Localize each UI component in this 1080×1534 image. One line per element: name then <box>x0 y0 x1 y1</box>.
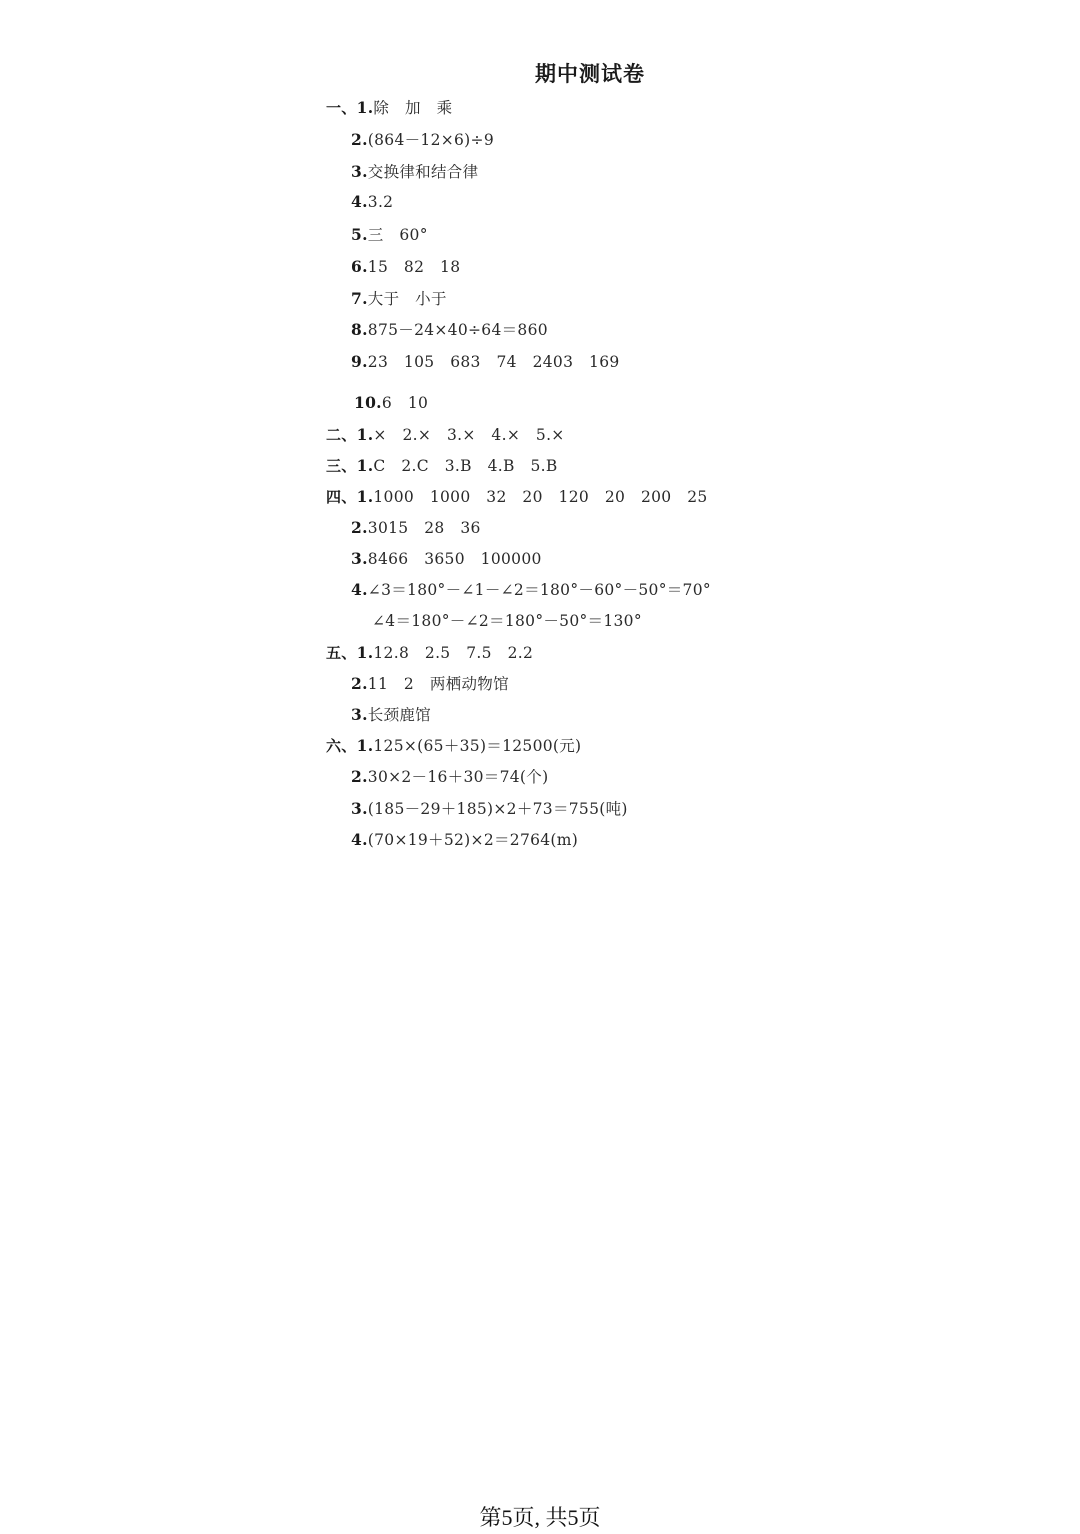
answer-line <box>351 255 460 277</box>
answer-text: 1000 1000 32 20 120 20 200 25 <box>373 488 708 506</box>
answer-text: 8466 3650 100000 <box>367 550 542 568</box>
question-number: 3. <box>351 799 368 818</box>
answer-text: ∠3＝180°－∠1－∠2＝180°－60°－50°＝70° <box>367 581 711 599</box>
section-label: 二、 <box>326 426 357 444</box>
section-label: 四、 <box>326 488 357 506</box>
answer-line <box>351 350 620 372</box>
answer-text: 11 2 两栖动物馆 <box>367 675 509 693</box>
answer-line <box>351 578 711 600</box>
question-number: 9. <box>351 352 368 371</box>
question-number: 10. <box>354 393 382 412</box>
answer-text: 3015 28 36 <box>367 519 481 537</box>
answer-text: 长颈鹿馆 <box>367 706 431 724</box>
answer-line <box>354 391 428 413</box>
section-label: 三、 <box>326 457 357 475</box>
answer-text: 三 60° <box>367 226 428 244</box>
section-label: 一、 <box>326 99 357 117</box>
answer-text: (864－12×6)÷9 <box>367 131 494 149</box>
answer-line <box>351 672 509 694</box>
answer-text: 875－24×40÷64＝860 <box>367 321 548 339</box>
answer-text: 大于 小于 <box>367 290 447 308</box>
question-number: 1. <box>356 643 374 662</box>
answer-line <box>351 160 478 182</box>
question-number: 1. <box>356 425 374 444</box>
question-number: 3. <box>351 162 368 181</box>
answer-text: ∠4＝180°－∠2＝180°－50°＝130° <box>372 612 642 630</box>
question-number: 3. <box>351 705 368 724</box>
answer-line <box>326 485 708 507</box>
answer-line <box>351 765 548 787</box>
answer-text: 除 加 乘 <box>373 99 453 117</box>
answer-line <box>372 609 642 631</box>
answer-line <box>351 223 428 245</box>
answer-line <box>351 516 481 538</box>
answer-line <box>326 423 565 445</box>
answer-text: 3.2 <box>367 193 394 211</box>
question-number: 2. <box>351 130 368 149</box>
question-number: 1. <box>356 487 374 506</box>
page-title: 期中测试卷 <box>535 62 645 86</box>
question-number: 7. <box>351 289 368 308</box>
question-number: 1. <box>356 736 374 755</box>
answer-line <box>326 734 581 756</box>
question-number: 5. <box>351 225 368 244</box>
answer-text: C 2.C 3.B 4.B 5.B <box>373 457 558 475</box>
answer-line <box>351 797 628 819</box>
page-footer: 第5页, 共5页 <box>479 1505 601 1530</box>
answer-line <box>351 828 578 850</box>
question-number: 4. <box>351 830 368 849</box>
answer-line <box>351 128 494 150</box>
question-number: 3. <box>351 549 368 568</box>
answer-text: 30×2－16＋30＝74(个) <box>367 768 549 786</box>
section-label: 五、 <box>326 644 357 662</box>
question-number: 4. <box>351 580 368 599</box>
answer-line <box>351 287 447 309</box>
answer-line <box>326 96 452 118</box>
section-label: 六、 <box>326 737 357 755</box>
question-number: 1. <box>356 456 374 475</box>
answer-line <box>351 192 393 211</box>
answer-line <box>351 318 548 340</box>
answer-text: × 2.× 3.× 4.× 5.× <box>373 426 565 444</box>
question-number: 6. <box>351 257 368 276</box>
answer-line <box>326 641 533 663</box>
question-number: 2. <box>351 674 368 693</box>
answer-text: 125×(65＋35)＝12500(元) <box>373 737 582 755</box>
question-number: 4. <box>351 192 368 211</box>
question-number: 1. <box>356 98 374 117</box>
answer-line <box>351 547 542 569</box>
answer-text: 6 10 <box>381 394 429 412</box>
answer-text: 15 82 18 <box>367 258 461 276</box>
answer-text: (70×19＋52)×2＝2764(m) <box>367 831 579 849</box>
answer-line <box>326 454 558 476</box>
question-number: 8. <box>351 320 368 339</box>
answer-text: 12.8 2.5 7.5 2.2 <box>373 644 534 662</box>
answer-line <box>351 703 431 725</box>
question-number: 2. <box>351 767 368 786</box>
answer-text: 交换律和结合律 <box>367 163 479 181</box>
answer-text: (185－29＋185)×2＋73＝755(吨) <box>367 800 628 818</box>
answer-text: 23 105 683 74 2403 169 <box>367 353 620 371</box>
question-number: 2. <box>351 518 368 537</box>
